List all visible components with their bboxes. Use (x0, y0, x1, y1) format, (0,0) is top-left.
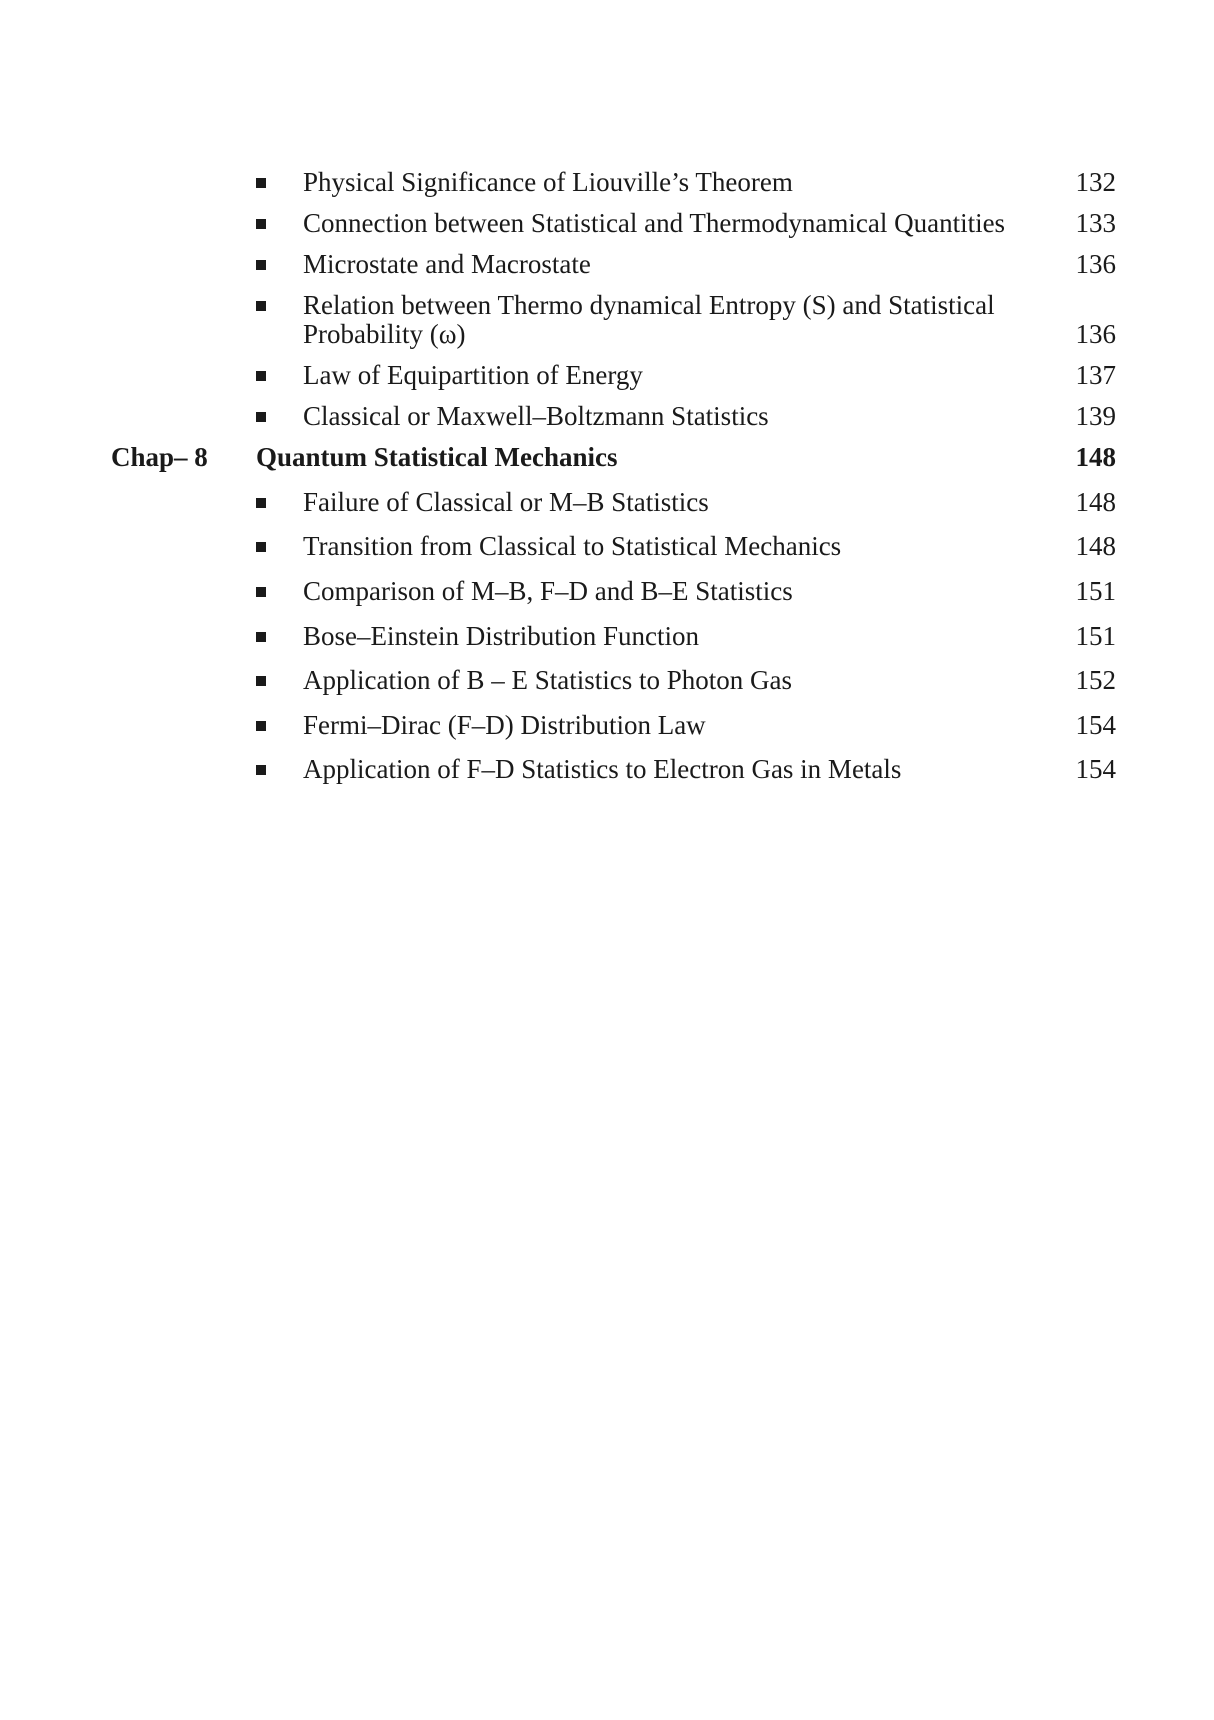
toc-entry-page: 152 (1075, 665, 1116, 695)
square-bullet-icon (256, 301, 266, 311)
toc-entry-title: Failure of Classical or M–B Statistics (303, 487, 709, 517)
toc-entry-page: 132 (1075, 167, 1116, 197)
chapter-number: Chap– 8 (111, 442, 208, 472)
toc-entry-page: 148 (1075, 531, 1116, 561)
square-bullet-icon (256, 632, 266, 642)
square-bullet-icon (256, 412, 266, 422)
toc-entry-page: 154 (1075, 710, 1116, 740)
toc-entry-page: 137 (1075, 360, 1116, 390)
toc-entry-title: Bose–Einstein Distribution Function (303, 621, 699, 651)
square-bullet-icon (256, 178, 266, 188)
toc-entry-title: Transition from Classical to Statistical Mechanics (303, 531, 842, 561)
toc-entry-title: Application of F–D Statistics to Electron Gas in Metals (303, 754, 902, 784)
toc-entry-title: Comparison of M–B, F–D and B–E Statistics (303, 576, 793, 606)
square-bullet-icon (256, 371, 266, 381)
toc-entry-page: 151 (1075, 621, 1116, 651)
toc-entry-page: 136 (1075, 319, 1116, 349)
toc-entry-title-line1: Relation between Thermo dynamical Entropy (S) and Statistical (303, 290, 995, 320)
toc-entry-page: 154 (1075, 754, 1116, 784)
toc-entry-title: Law of Equipartition of Energy (303, 360, 643, 390)
toc-entry-page: 133 (1075, 208, 1116, 238)
toc-entry-page: 139 (1075, 401, 1116, 431)
square-bullet-icon (256, 765, 266, 775)
toc-entry-page: 151 (1075, 576, 1116, 606)
toc-entry-page: 136 (1075, 249, 1116, 279)
square-bullet-icon (256, 260, 266, 270)
toc-entry-page: 148 (1075, 487, 1116, 517)
chapter-title: Quantum Statistical Mechanics (256, 442, 618, 472)
square-bullet-icon (256, 587, 266, 597)
square-bullet-icon (256, 498, 266, 508)
toc-entry-title-line2: Probability (ω) (303, 319, 466, 349)
toc-entry-title: Microstate and Macrostate (303, 249, 591, 279)
square-bullet-icon (256, 542, 266, 552)
square-bullet-icon (256, 219, 266, 229)
toc-entry-title: Fermi–Dirac (F–D) Distribution Law (303, 710, 706, 740)
toc-entry-title: Classical or Maxwell–Boltzmann Statistics (303, 401, 769, 431)
square-bullet-icon (256, 676, 266, 686)
toc-entry-title: Connection between Statistical and Thermodynamical Quantities (303, 208, 1006, 238)
square-bullet-icon (256, 721, 266, 731)
chapter-page: 148 (1075, 442, 1116, 472)
toc-entry-title: Physical Significance of Liouville’s Theorem (303, 167, 793, 197)
toc-entry-title: Application of B – E Statistics to Photon Gas (303, 665, 792, 695)
